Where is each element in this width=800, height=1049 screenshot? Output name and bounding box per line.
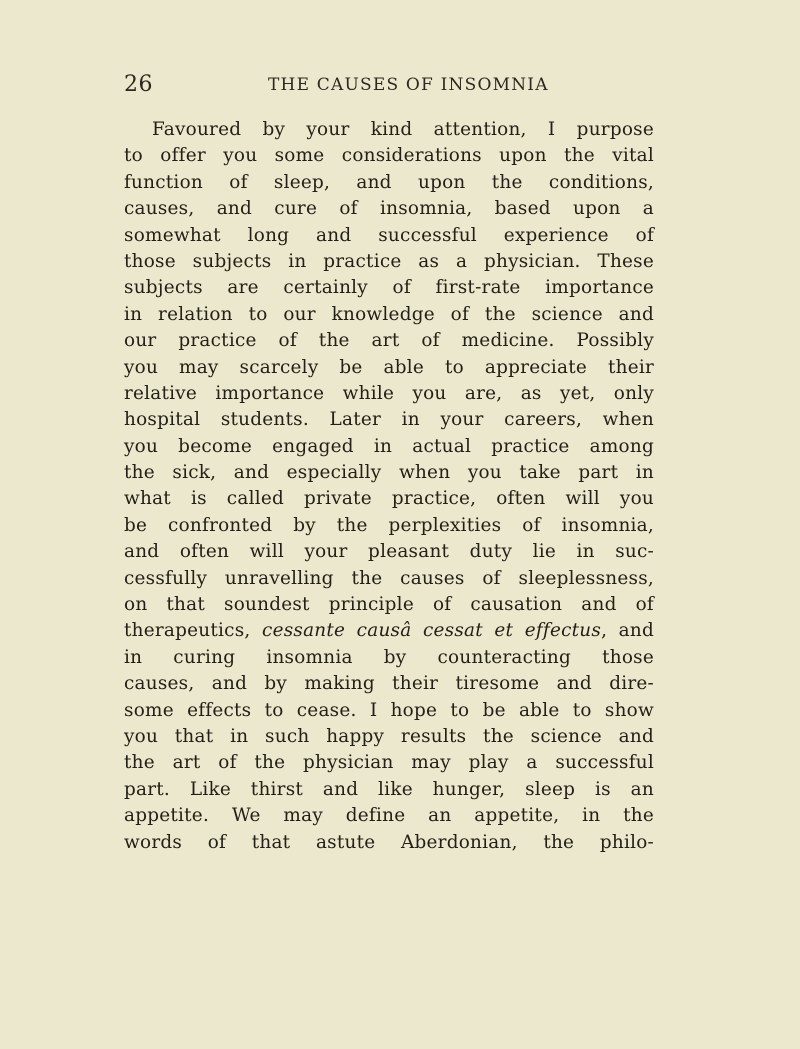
page-number: 26: [124, 72, 153, 97]
text-line: those subjects in practice as a physician. These: [124, 250, 654, 272]
body-paragraph: [124, 117, 654, 856]
text-line: Favoured by your kind attention, I purpose: [152, 119, 654, 140]
text-line-with-latin: [124, 618, 654, 644]
text-line: in relation to our knowledge of the science and: [124, 303, 654, 325]
text-line: in curing insomnia by counteracting those: [124, 646, 654, 668]
text-line: you become engaged in actual practice among: [124, 435, 654, 457]
text-line: relative importance while you are, as yet, only: [124, 382, 654, 404]
text-line: be confronted by the perplexities of insomnia,: [124, 514, 654, 536]
text-line: what is called private practice, often will you: [124, 488, 654, 510]
text-line: to offer you some considerations upon the vital: [124, 145, 654, 167]
running-title: THE CAUSES OF INSOMNIA: [268, 75, 549, 95]
text-line: function of sleep, and upon the conditions,: [124, 171, 654, 193]
text-line: words of that astute Aberdonian, the philo-: [124, 831, 654, 853]
text-line: causes, and by making their tiresome and dire-: [124, 673, 654, 695]
text-line: the sick, and especially when you take part in: [124, 462, 654, 484]
text-line: you that in such happy results the science and: [124, 725, 654, 747]
text-line: hospital students. Later in your careers, when: [124, 409, 654, 431]
text-line: some effects to cease. I hope to be able to show: [124, 699, 654, 721]
text-line: our practice of the art of medicine. Possibly: [124, 330, 654, 352]
text-line: you may scarcely be able to appreciate their: [124, 356, 654, 378]
text-line: cessfully unravelling the causes of sleeplessness,: [124, 567, 654, 589]
text-line: on that soundest principle of causation and of: [124, 594, 654, 616]
text-line: the art of the physician may play a successful: [124, 752, 654, 774]
text-line: somewhat long and successful experience of: [124, 224, 654, 246]
text-line: appetite. We may define an appetite, in the: [124, 805, 654, 827]
latin-phrase: cessante causâ cessat et effectus: [262, 620, 602, 642]
text-line: subjects are certainly of first-rate importance: [124, 277, 654, 299]
page-header: [124, 72, 679, 102]
text-line: causes, and cure of insomnia, based upon a: [124, 198, 654, 220]
text-segment: therapeutics,: [124, 620, 263, 642]
text-line: part. Like thirst and like hunger, sleep is an: [124, 778, 654, 800]
text-line: and often will your pleasant duty lie in suc-: [124, 541, 654, 563]
text-segment: , and: [601, 620, 655, 642]
